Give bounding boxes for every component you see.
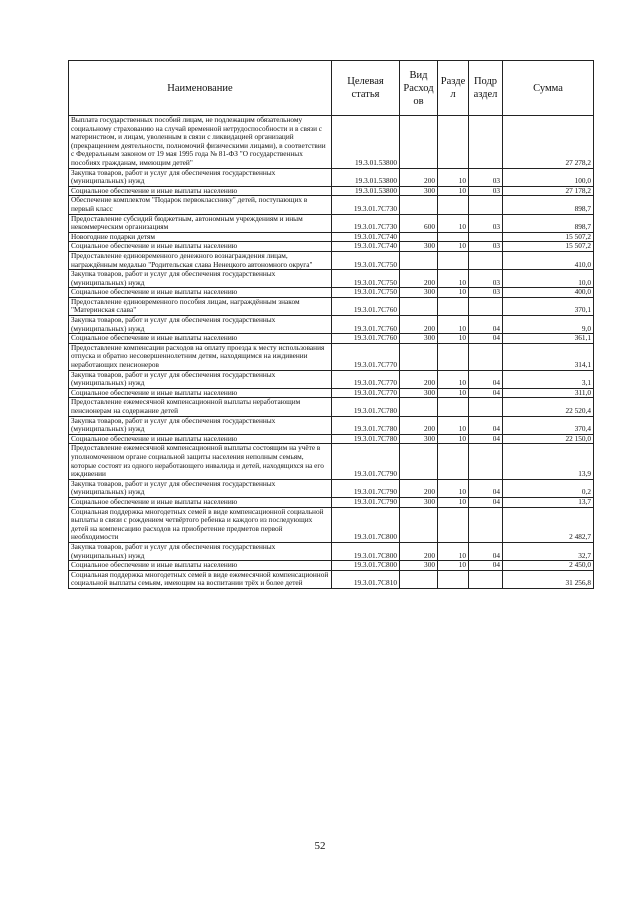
row-podrazdel: 03 (469, 186, 503, 196)
row-podrazdel (469, 297, 503, 315)
row-target-code: 19.3.01.7С800 (332, 542, 400, 560)
row-name: Социальное обеспечение и иные выплаты населению (69, 242, 332, 252)
row-vid (400, 343, 438, 370)
row-razdel (438, 251, 469, 269)
table-row (69, 542, 594, 560)
row-vid: 300 (400, 242, 438, 252)
row-podrazdel: 04 (469, 388, 503, 398)
row-target-code: 19.3.01.7С750 (332, 288, 400, 298)
row-target-code: 19.3.01.53800 (332, 116, 400, 169)
row-name: Социальное обеспечение и иные выплаты населению (69, 288, 332, 298)
row-razdel: 10 (438, 416, 469, 434)
row-name: Предоставление компенсации расходов на оплату проезда к месту использования отпуска и обратно несовершеннолетним детям, находящимся на иждивении неработающих пенсионеров (69, 343, 332, 370)
table-body (69, 116, 594, 589)
row-podrazdel (469, 444, 503, 479)
col-header-summa: Сумма (503, 61, 594, 116)
row-name: Предоставление субсидий бюджетным, автономным учреждениям и иным некоммерческим организациям (69, 214, 332, 232)
row-sum: 9,0 (503, 316, 594, 334)
row-target-code: 19.3.01.7С730 (332, 214, 400, 232)
row-vid (400, 507, 438, 542)
row-target-code: 19.3.01.7С750 (332, 270, 400, 288)
row-sum: 100,0 (503, 168, 594, 186)
row-target-code: 19.3.01.7С770 (332, 370, 400, 388)
table-row (69, 232, 594, 242)
row-target-code: 19.3.01.7С760 (332, 316, 400, 334)
row-sum: 898,7 (503, 214, 594, 232)
row-vid: 300 (400, 497, 438, 507)
table-row (69, 561, 594, 571)
row-podrazdel: 03 (469, 242, 503, 252)
row-razdel: 10 (438, 561, 469, 571)
row-name: Закупка товаров, работ и услуг для обеспечения государственных (муниципальных) нужд (69, 479, 332, 497)
table-row (69, 186, 594, 196)
row-podrazdel: 04 (469, 416, 503, 434)
row-podrazdel (469, 116, 503, 169)
col-header-podrazdel: Подр аздел (469, 61, 503, 116)
row-sum: 400,0 (503, 288, 594, 298)
table-row (69, 444, 594, 479)
row-vid (400, 116, 438, 169)
row-podrazdel: 04 (469, 434, 503, 444)
row-sum: 370,1 (503, 297, 594, 315)
col-header-name: Наименование (69, 61, 332, 116)
row-name: Обеспечение комплектом "Подарок первокласснику" детей, поступающих в первый класс (69, 196, 332, 214)
table-row (69, 416, 594, 434)
row-target-code: 19.3.01.7С800 (332, 561, 400, 571)
row-name: Закупка товаров, работ и услуг для обеспечения государственных (муниципальных) нужд (69, 270, 332, 288)
row-podrazdel: 04 (469, 497, 503, 507)
row-target-code: 19.3.01.7С770 (332, 388, 400, 398)
row-vid: 300 (400, 434, 438, 444)
row-target-code: 19.3.01.7С730 (332, 196, 400, 214)
row-name: Социальная поддержка многодетных семей в виде компенсационной социальной выплаты в связи с рождением четвёртого ребенка и каждого из последующих детей на компенсацию расходов на приобретение предметов первой необходимости (69, 507, 332, 542)
row-vid: 200 (400, 542, 438, 560)
row-target-code: 19.3.01.7С790 (332, 444, 400, 479)
row-sum: 2 482,7 (503, 507, 594, 542)
row-podrazdel (469, 232, 503, 242)
table-header-row (69, 61, 594, 116)
row-name: Социальное обеспечение и иные выплаты населению (69, 334, 332, 344)
row-sum: 32,7 (503, 542, 594, 560)
row-sum: 22 150,0 (503, 434, 594, 444)
table-row (69, 251, 594, 269)
row-sum: 15 507,2 (503, 232, 594, 242)
row-name: Выплата государственных пособий лицам, не подлежащим обязательному социальному страхованию на случай временной нетрудоспособности и в связи с материнством, и лицам, уволенным в связи с ликвидацией организаций (прекращением деятельности, полномочий физическими лицами), в соответствии с Федеральным законом от 19 мая 1995 года № 81-ФЗ "О государственных пособиях гражданам, имеющим детей" (69, 116, 332, 169)
row-podrazdel: 04 (469, 316, 503, 334)
col-header-target: Целевая статья (332, 61, 400, 116)
col-header-vid: Вид Расход ов (400, 61, 438, 116)
table-row (69, 370, 594, 388)
row-name: Социальное обеспечение и иные выплаты населению (69, 561, 332, 571)
row-podrazdel: 04 (469, 542, 503, 560)
row-sum: 27 278,2 (503, 116, 594, 169)
row-razdel: 10 (438, 434, 469, 444)
table-row (69, 334, 594, 344)
row-name: Предоставление единовременного денежного вознаграждения лицам, награждённым медалью "Родительская слава Ненецкого автономного округа" (69, 251, 332, 269)
row-vid (400, 297, 438, 315)
row-razdel (438, 297, 469, 315)
row-podrazdel: 03 (469, 270, 503, 288)
table-row (69, 288, 594, 298)
row-razdel (438, 196, 469, 214)
row-vid: 300 (400, 388, 438, 398)
table-row (69, 343, 594, 370)
row-target-code: 19.3.01.7С780 (332, 416, 400, 434)
row-vid (400, 232, 438, 242)
row-podrazdel (469, 343, 503, 370)
row-name: Предоставление ежемесячной компенсационной выплаты неработающим пенсионерам на содержание детей (69, 398, 332, 416)
row-vid (400, 398, 438, 416)
row-vid: 200 (400, 270, 438, 288)
row-razdel: 10 (438, 542, 469, 560)
budget-table (68, 60, 594, 589)
row-razdel: 10 (438, 214, 469, 232)
row-target-code: 19.3.01.7С780 (332, 398, 400, 416)
row-name: Предоставление ежемесячной компенсационной выплаты состоящим на учёте в уполномоченном органе социальной защиты населения неполным семьям, которые состоят из одного неработающего инвалида и детей, находящихся на его иждивении (69, 444, 332, 479)
row-vid: 300 (400, 334, 438, 344)
row-name: Социальное обеспечение и иные выплаты населению (69, 497, 332, 507)
row-vid (400, 251, 438, 269)
row-sum: 13,7 (503, 497, 594, 507)
table-row (69, 116, 594, 169)
row-name: Закупка товаров, работ и услуг для обеспечения государственных (муниципальных) нужд (69, 168, 332, 186)
row-razdel (438, 570, 469, 588)
row-razdel (438, 116, 469, 169)
row-razdel: 10 (438, 370, 469, 388)
row-podrazdel (469, 570, 503, 588)
row-name: Социальное обеспечение и иные выплаты населению (69, 388, 332, 398)
row-name: Социальное обеспечение и иные выплаты населению (69, 434, 332, 444)
col-header-razdel: Разде л (438, 61, 469, 116)
row-razdel: 10 (438, 479, 469, 497)
row-target-code: 19.3.01.7С790 (332, 479, 400, 497)
row-sum: 27 178,2 (503, 186, 594, 196)
row-razdel: 10 (438, 334, 469, 344)
row-name: Закупка товаров, работ и услуг для обеспечения государственных (муниципальных) нужд (69, 370, 332, 388)
row-sum: 15 507,2 (503, 242, 594, 252)
row-sum: 370,4 (503, 416, 594, 434)
row-vid: 200 (400, 416, 438, 434)
row-target-code: 19.3.01.7С790 (332, 497, 400, 507)
row-razdel: 10 (438, 270, 469, 288)
table-row (69, 214, 594, 232)
row-sum: 3,1 (503, 370, 594, 388)
table-row (69, 570, 594, 588)
row-sum: 2 450,0 (503, 561, 594, 571)
table-row (69, 316, 594, 334)
row-razdel (438, 507, 469, 542)
row-name: Закупка товаров, работ и услуг для обеспечения государственных (муниципальных) нужд (69, 416, 332, 434)
table-row (69, 507, 594, 542)
row-target-code: 19.3.01.53800 (332, 168, 400, 186)
row-vid: 200 (400, 168, 438, 186)
row-target-code: 19.3.01.53800 (332, 186, 400, 196)
row-vid: 300 (400, 288, 438, 298)
row-target-code: 19.3.01.7С770 (332, 343, 400, 370)
row-name: Предоставление единовременного пособия лицам, награждённым знаком "Материнская слава" (69, 297, 332, 315)
row-sum: 361,1 (503, 334, 594, 344)
table-row (69, 168, 594, 186)
table-row (69, 270, 594, 288)
row-vid: 300 (400, 561, 438, 571)
row-podrazdel: 04 (469, 561, 503, 571)
row-target-code: 19.3.01.7С800 (332, 507, 400, 542)
row-razdel: 10 (438, 316, 469, 334)
row-sum: 31 256,8 (503, 570, 594, 588)
row-name: Закупка товаров, работ и услуг для обеспечения государственных (муниципальных) нужд (69, 316, 332, 334)
row-podrazdel: 04 (469, 370, 503, 388)
table-row (69, 479, 594, 497)
row-target-code: 19.3.01.7С750 (332, 251, 400, 269)
row-razdel: 10 (438, 497, 469, 507)
row-target-code: 19.3.01.7С740 (332, 242, 400, 252)
row-razdel: 10 (438, 186, 469, 196)
row-target-code: 19.3.01.7С780 (332, 434, 400, 444)
row-vid (400, 444, 438, 479)
row-razdel: 10 (438, 288, 469, 298)
row-vid (400, 196, 438, 214)
row-vid: 300 (400, 186, 438, 196)
row-name: Новогодние подарки детям (69, 232, 332, 242)
row-vid: 200 (400, 370, 438, 388)
row-razdel: 10 (438, 168, 469, 186)
row-podrazdel: 04 (469, 479, 503, 497)
row-target-code: 19.3.01.7С760 (332, 297, 400, 315)
row-vid: 200 (400, 316, 438, 334)
row-sum: 0,2 (503, 479, 594, 497)
row-sum: 10,0 (503, 270, 594, 288)
table-row (69, 434, 594, 444)
row-vid: 600 (400, 214, 438, 232)
row-razdel (438, 232, 469, 242)
row-sum: 13,9 (503, 444, 594, 479)
row-target-code: 19.3.01.7С740 (332, 232, 400, 242)
row-sum: 898,7 (503, 196, 594, 214)
row-sum: 22 520,4 (503, 398, 594, 416)
table-row (69, 242, 594, 252)
row-podrazdel (469, 196, 503, 214)
row-name: Социальное обеспечение и иные выплаты населению (69, 186, 332, 196)
table-row (69, 196, 594, 214)
row-sum: 410,0 (503, 251, 594, 269)
page-number: 52 (314, 840, 326, 852)
row-razdel: 10 (438, 242, 469, 252)
row-podrazdel: 04 (469, 334, 503, 344)
row-target-code: 19.3.01.7С760 (332, 334, 400, 344)
row-sum: 311,0 (503, 388, 594, 398)
row-razdel (438, 343, 469, 370)
row-podrazdel: 03 (469, 168, 503, 186)
row-razdel: 10 (438, 388, 469, 398)
table-row (69, 398, 594, 416)
table-row (69, 297, 594, 315)
row-sum: 314,1 (503, 343, 594, 370)
row-podrazdel: 03 (469, 214, 503, 232)
row-vid: 200 (400, 479, 438, 497)
row-razdel (438, 444, 469, 479)
row-podrazdel (469, 251, 503, 269)
row-vid (400, 570, 438, 588)
row-podrazdel (469, 507, 503, 542)
row-razdel (438, 398, 469, 416)
row-podrazdel: 03 (469, 288, 503, 298)
table-row (69, 497, 594, 507)
row-target-code: 19.3.01.7С810 (332, 570, 400, 588)
row-name: Социальная поддержка многодетных семей в виде ежемесячной компенсационной социальной выплаты семьям, имеющим на воспитании трёх и более детей (69, 570, 332, 588)
row-podrazdel (469, 398, 503, 416)
row-name: Закупка товаров, работ и услуг для обеспечения государственных (муниципальных) нужд (69, 542, 332, 560)
table-row (69, 388, 594, 398)
